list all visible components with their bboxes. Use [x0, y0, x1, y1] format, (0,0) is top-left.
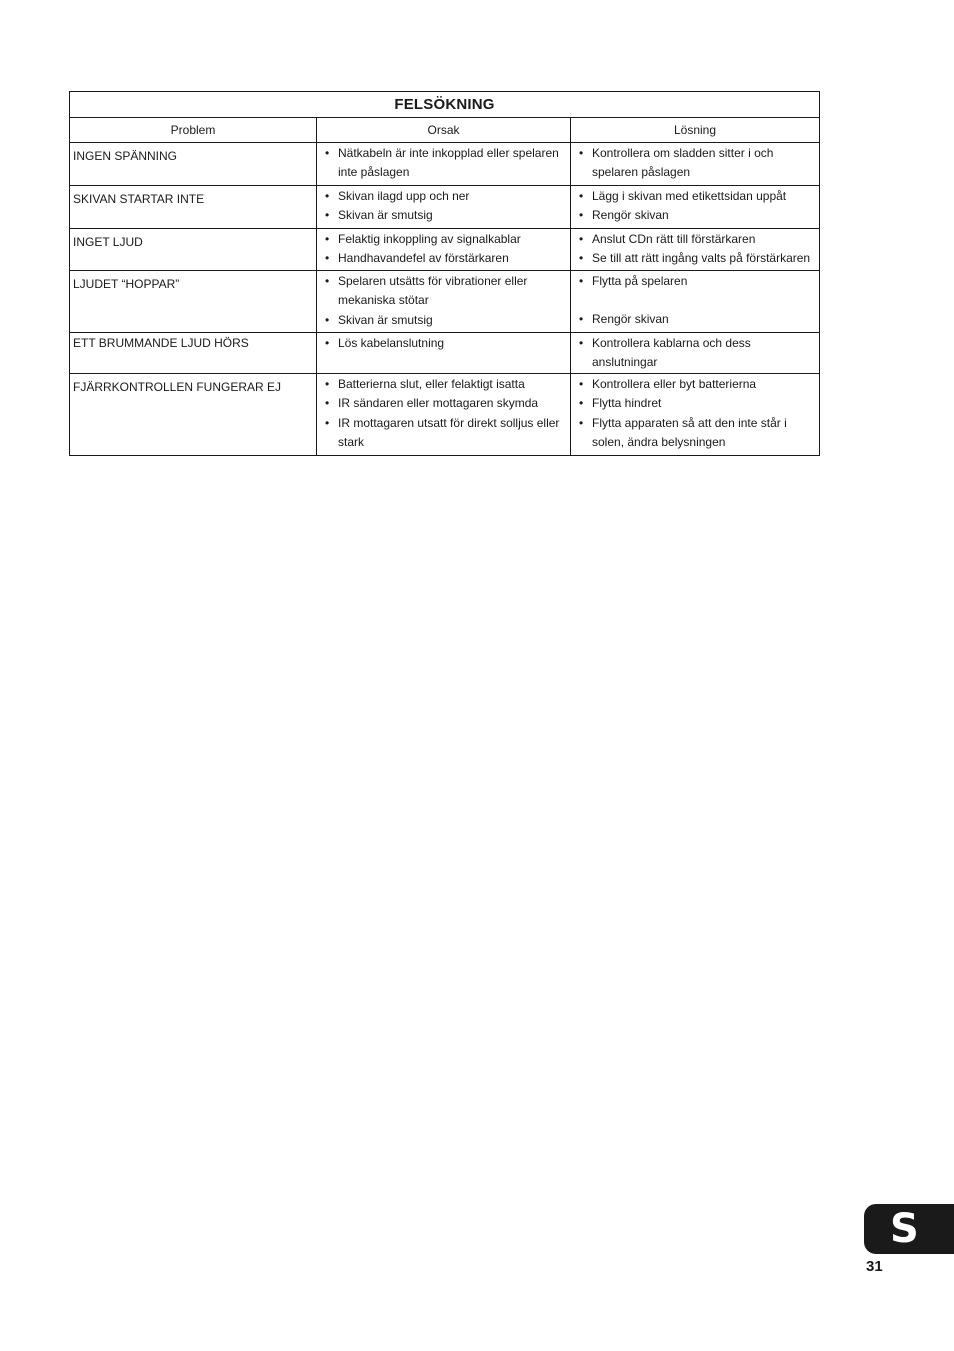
cause-cell	[317, 373, 571, 455]
solution-item: • Rengör skivan	[579, 206, 816, 225]
table-row	[70, 229, 820, 271]
table-row	[70, 333, 820, 374]
table-title: FELSÖKNING	[70, 92, 820, 118]
cause-item: • IR mottagaren utsatt för direkt solljus eller stark	[325, 414, 567, 453]
solution-cell	[571, 271, 820, 333]
table-row	[70, 271, 820, 333]
problem-cell: SKIVAN STARTAR INTE	[70, 186, 317, 229]
language-tab: S	[864, 1204, 954, 1254]
solution-item: • Rengör skivan	[579, 310, 816, 329]
problem-cell: INGET LJUD	[70, 229, 317, 271]
solution-item: • Flytta apparaten så att den inte står i solen, ändra belysningen	[579, 414, 816, 453]
solution-item: • Kontrollera kablarna och dess anslutningar	[579, 334, 816, 373]
cause-item: • Handhavandefel av förstärkaren	[325, 249, 567, 268]
cause-item: • Batterierna slut, eller felaktigt isatta	[325, 375, 567, 394]
solution-item: • Kontrollera eller byt batterierna	[579, 375, 816, 394]
cause-cell	[317, 143, 571, 186]
cause-item: • Lös kabelanslutning	[325, 334, 567, 353]
cause-item: • Spelaren utsätts för vibrationer eller mekaniska stötar	[325, 272, 567, 311]
solution-cell	[571, 333, 820, 374]
solution-item: • Lägg i skivan med etikettsidan uppåt	[579, 187, 816, 206]
solution-cell	[571, 229, 820, 271]
solution-cell	[571, 186, 820, 229]
solution-item: • Se till att rätt ingång valts på förstärkaren	[579, 249, 816, 268]
cause-cell	[317, 333, 571, 374]
cause-cell	[317, 186, 571, 229]
solution-item: • Flytta på spelaren	[579, 272, 816, 291]
table-row	[70, 373, 820, 455]
solution-item: • Kontrollera om sladden sitter i och spelaren påslagen	[579, 144, 816, 183]
cause-item: • Skivan är smutsig	[325, 206, 567, 225]
column-header-problem: Problem	[70, 118, 317, 143]
cause-item: • Skivan ilagd upp och ner	[325, 187, 567, 206]
solution-cell	[571, 143, 820, 186]
troubleshooting-table	[69, 91, 820, 456]
cause-cell	[317, 229, 571, 271]
column-header-solution: Lösning	[571, 118, 820, 143]
cause-item: • Nätkabeln är inte inkopplad eller spelaren inte påslagen	[325, 144, 567, 183]
problem-cell: FJÄRRKONTROLLEN FUNGERAR EJ	[70, 373, 317, 455]
cause-item: • Skivan är smutsig	[325, 311, 567, 330]
page-number: 31	[866, 1258, 883, 1275]
solution-item: • Anslut CDn rätt till förstärkaren	[579, 230, 816, 249]
problem-cell: LJUDET “HOPPAR”	[70, 271, 317, 333]
column-header-cause: Orsak	[317, 118, 571, 143]
cause-cell	[317, 271, 571, 333]
problem-cell: ETT BRUMMANDE LJUD HÖRS	[70, 333, 317, 374]
cause-item: • IR sändaren eller mottagaren skymda	[325, 394, 567, 413]
solution-item: • Flytta hindret	[579, 394, 816, 413]
table-row	[70, 186, 820, 229]
cause-item: • Felaktig inkoppling av signalkablar	[325, 230, 567, 249]
solution-cell	[571, 373, 820, 455]
table-row	[70, 143, 820, 186]
problem-cell: INGEN SPÄNNING	[70, 143, 317, 186]
